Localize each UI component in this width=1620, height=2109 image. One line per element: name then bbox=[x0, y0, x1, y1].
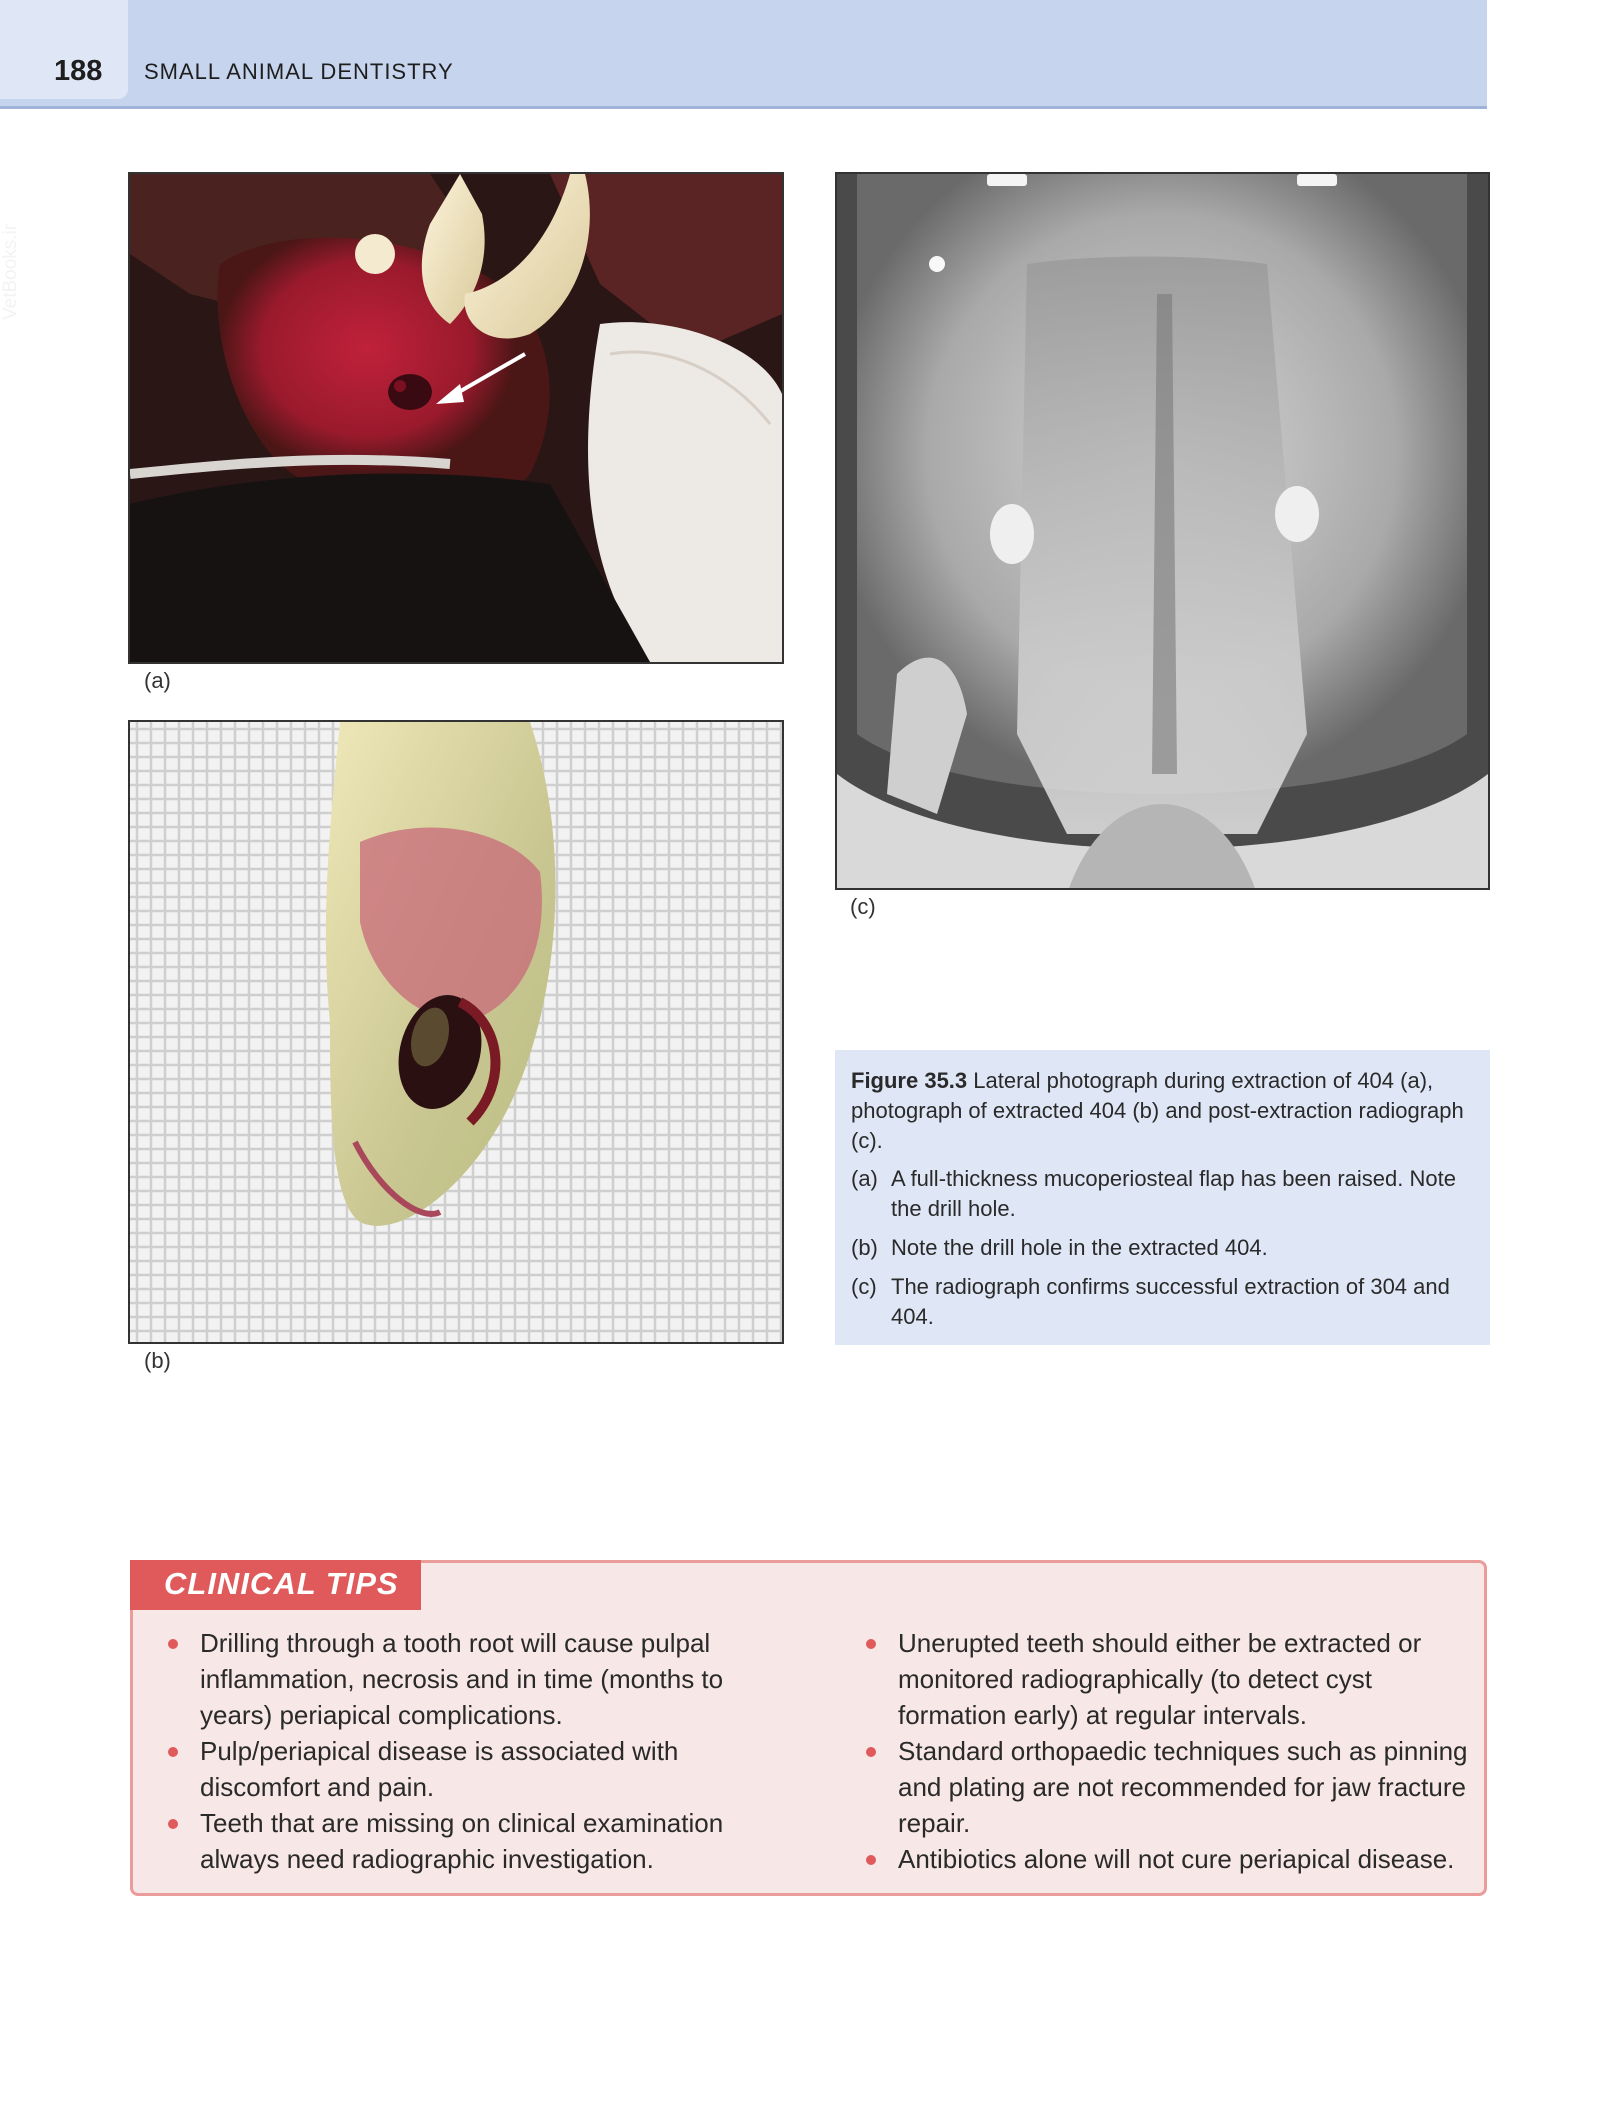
running-header bbox=[0, 0, 1487, 109]
tip-text: Teeth that are missing on clinical examination always need radiographic investigation. bbox=[200, 1808, 724, 1874]
caption-item bbox=[851, 1272, 1472, 1332]
tip-item bbox=[863, 1733, 1473, 1841]
tip-item bbox=[165, 1625, 765, 1733]
figure-b-extracted-tooth-photo bbox=[128, 720, 784, 1344]
caption-item-text: A full-thickness mucoperiosteal flap has been raised. Note the drill hole. bbox=[891, 1166, 1456, 1221]
caption-item-text: Note the drill hole in the extracted 404. bbox=[891, 1235, 1268, 1260]
radiograph-illustration bbox=[837, 174, 1488, 888]
clinical-tips-box bbox=[130, 1560, 1487, 1896]
tip-text: Drilling through a tooth root will cause pulpal inflammation, necrosis and in time (months to years) periapical complications. bbox=[200, 1628, 724, 1730]
caption-item-text: The radiograph confirms successful extraction of 304 and 404. bbox=[891, 1274, 1450, 1329]
bullet-icon bbox=[168, 1747, 178, 1757]
caption-item-tag: (b) bbox=[851, 1235, 878, 1260]
tip-item bbox=[863, 1841, 1473, 1877]
caption-text: Lateral photograph during extraction of 404 (a), photograph of extracted 404 (b) and post-extraction radiograph (c). bbox=[851, 1068, 1464, 1153]
bullet-icon bbox=[866, 1855, 876, 1865]
running-head: SMALL ANIMAL DENTISTRY bbox=[144, 59, 454, 84]
caption-item bbox=[851, 1164, 1472, 1224]
tip-text: Antibiotics alone will not cure periapical disease. bbox=[898, 1844, 1455, 1874]
figure-c-label: (c) bbox=[850, 894, 876, 919]
clinical-tips-title: CLINICAL TIPS bbox=[130, 1560, 421, 1610]
figure-c-radiograph bbox=[835, 172, 1490, 890]
caption-item-tag: (a) bbox=[851, 1166, 878, 1191]
tip-item bbox=[165, 1805, 765, 1877]
tip-text: Standard orthopaedic techniques such as pinning and plating are not recommended for jaw fracture repair. bbox=[898, 1736, 1468, 1838]
page-number: 188 bbox=[54, 55, 103, 87]
tip-text: Unerupted teeth should either be extracted or monitored radiographically (to detect cyst formation early) at regular intervals. bbox=[898, 1628, 1422, 1730]
clinical-tips-left-column bbox=[165, 1625, 765, 1877]
figure-b-label: (b) bbox=[144, 1348, 171, 1373]
surgical-photo-illustration bbox=[130, 174, 782, 662]
bullet-icon bbox=[866, 1747, 876, 1757]
figure-a-label: (a) bbox=[144, 668, 171, 693]
tip-item bbox=[165, 1733, 765, 1805]
page-number-box bbox=[0, 0, 128, 99]
bullet-icon bbox=[866, 1639, 876, 1649]
extracted-tooth-illustration bbox=[130, 722, 782, 1342]
caption-list bbox=[851, 1164, 1472, 1332]
tip-text: Pulp/periapical disease is associated with discomfort and pain. bbox=[200, 1736, 679, 1802]
clinical-tips-right-column bbox=[863, 1625, 1473, 1877]
figure-a-surgical-photo bbox=[128, 172, 784, 664]
tip-item bbox=[863, 1625, 1473, 1733]
bullet-icon bbox=[168, 1819, 178, 1829]
caption-title: Figure 35.3 bbox=[851, 1068, 968, 1093]
caption-item bbox=[851, 1233, 1472, 1263]
watermark: VetBooks.ir bbox=[0, 223, 21, 320]
bullet-icon bbox=[168, 1639, 178, 1649]
figure-caption bbox=[835, 1050, 1490, 1345]
caption-item-tag: (c) bbox=[851, 1274, 877, 1299]
caption-paragraph bbox=[851, 1066, 1472, 1156]
